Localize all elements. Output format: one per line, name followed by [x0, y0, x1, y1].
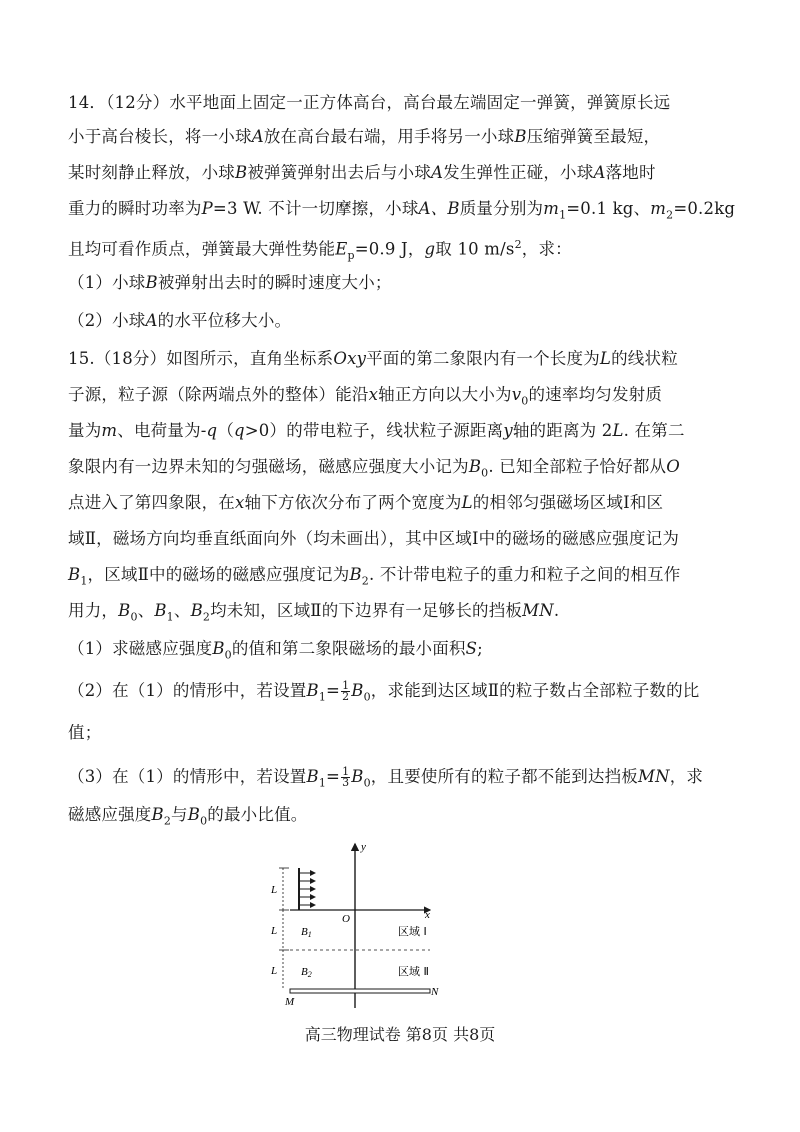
fraction-one-half: $\frac{1}{2}$	[342, 679, 350, 703]
q15-line-4: 象限内有一边界未知的匀强磁场，磁感应强度大小记为$B_0$. 已知全部粒子恰好都从O	[68, 457, 680, 480]
length-label-3: L	[271, 965, 278, 977]
n-label: N	[431, 986, 439, 998]
q15-subquestion-3-cont: 磁感应强度$B_2$与$B_0$的最小比值。	[68, 805, 308, 828]
q14-line-2: 小于高台棱长，将一小球A放在高台最右端，用手将另一小球B压缩弹簧至最短，	[68, 127, 661, 146]
fraction-one-third: $\frac{1}{3}$	[342, 765, 350, 789]
q15-subquestion-2: （2）在（1）的情形中，若设置$B_1=$ $\frac{1}{2}$ $B_0$，求能到达区域Ⅱ的粒子数占全部粒子数的比	[68, 679, 700, 704]
region-1-label: 区域 Ⅰ	[398, 925, 427, 938]
magnetic-field-diagram	[265, 838, 445, 1013]
x-axis-label: x	[425, 909, 430, 921]
q14-line-4: 重力的瞬时功率为P=3 W. 不计一切摩擦，小球A、B质量分别为$m_1=0.1$ kg、$m_2=0.2kg$	[68, 199, 736, 222]
q15-line-6: 域Ⅱ，磁场方向均垂直纸面向外（均未画出），其中区域Ⅰ中的磁场的磁感应强度记为	[68, 529, 680, 548]
region-2-label: 区域 Ⅱ	[398, 965, 429, 978]
q14-line-1: 14．（12分）水平地面上固定一正方体高台，高台最左端固定一弹簧，弹簧原长远	[68, 93, 671, 112]
q15-subquestion-3: （3）在（1）的情形中，若设置$B_1=$ $\frac{1}{3}$ $B_0$，且要使所有的粒子都不能到达挡板MN，求	[68, 765, 704, 790]
q15-subquestion-1: （1）求磁感应强度$B_0$的值和第二象限磁场的最小面积S;	[68, 639, 483, 662]
m-label: M	[285, 996, 295, 1008]
q14-subquestion-1: （1）小球B被弹射出去时的瞬时速度大小；	[68, 273, 392, 292]
length-label-1: L	[271, 884, 278, 896]
q15-line-8: 用力，$B_0$、$B_1$、$B_2$均未知，区域Ⅱ的下边界有一足够长的挡板MN.	[68, 601, 560, 624]
q15-line-2: 子源，粒子源（除两端点外的整体）能沿x轴正方向以大小为$v_0$的速率均匀发射质	[68, 385, 663, 408]
q14-subquestion-2: （2）小球A的水平位移大小。	[68, 311, 292, 330]
q14-line-3: 某时刻静止释放，小球B被弹簧弹射出去后与小球A发生弹性正碰，小球A落地时	[68, 163, 656, 182]
baffle-plate-mn	[290, 989, 430, 993]
origin-label: O	[342, 913, 350, 925]
b1-label: B1	[301, 926, 312, 939]
q15-line-5: 点进入了第四象限，在x轴下方依次分布了两个宽度为L的相邻匀强磁场区域Ⅰ和区	[68, 493, 664, 512]
b2-label: B2	[301, 966, 312, 979]
length-label-2: L	[271, 925, 278, 937]
page-footer: 高三物理试卷 第8页 共8页	[304, 1025, 496, 1044]
y-axis-label: y	[361, 841, 366, 853]
q15-line-1: 15.（18分）如图所示，直角坐标系Oxy平面的第二象限内有一个长度为L的线状粒	[68, 349, 678, 368]
velocity-arrows	[299, 873, 315, 905]
q15-line-7: $B_1$，区域Ⅱ中的磁场的磁感应强度记为$B_2$. 不计带电粒子的重力和粒子之间的相互作	[68, 565, 681, 588]
q15-subquestion-2-cont: 值；	[68, 723, 102, 742]
q14-line-5: 且均可看作质点，弹簧最大弹性势能$E_p=0.9$ J，g取 10 $m/s^2$，求：	[68, 238, 572, 262]
q15-line-3: 量为m、电荷量为-q（q>0）的带电粒子，线状粒子源距离y轴的距离为 2L. 在第二	[68, 421, 685, 440]
